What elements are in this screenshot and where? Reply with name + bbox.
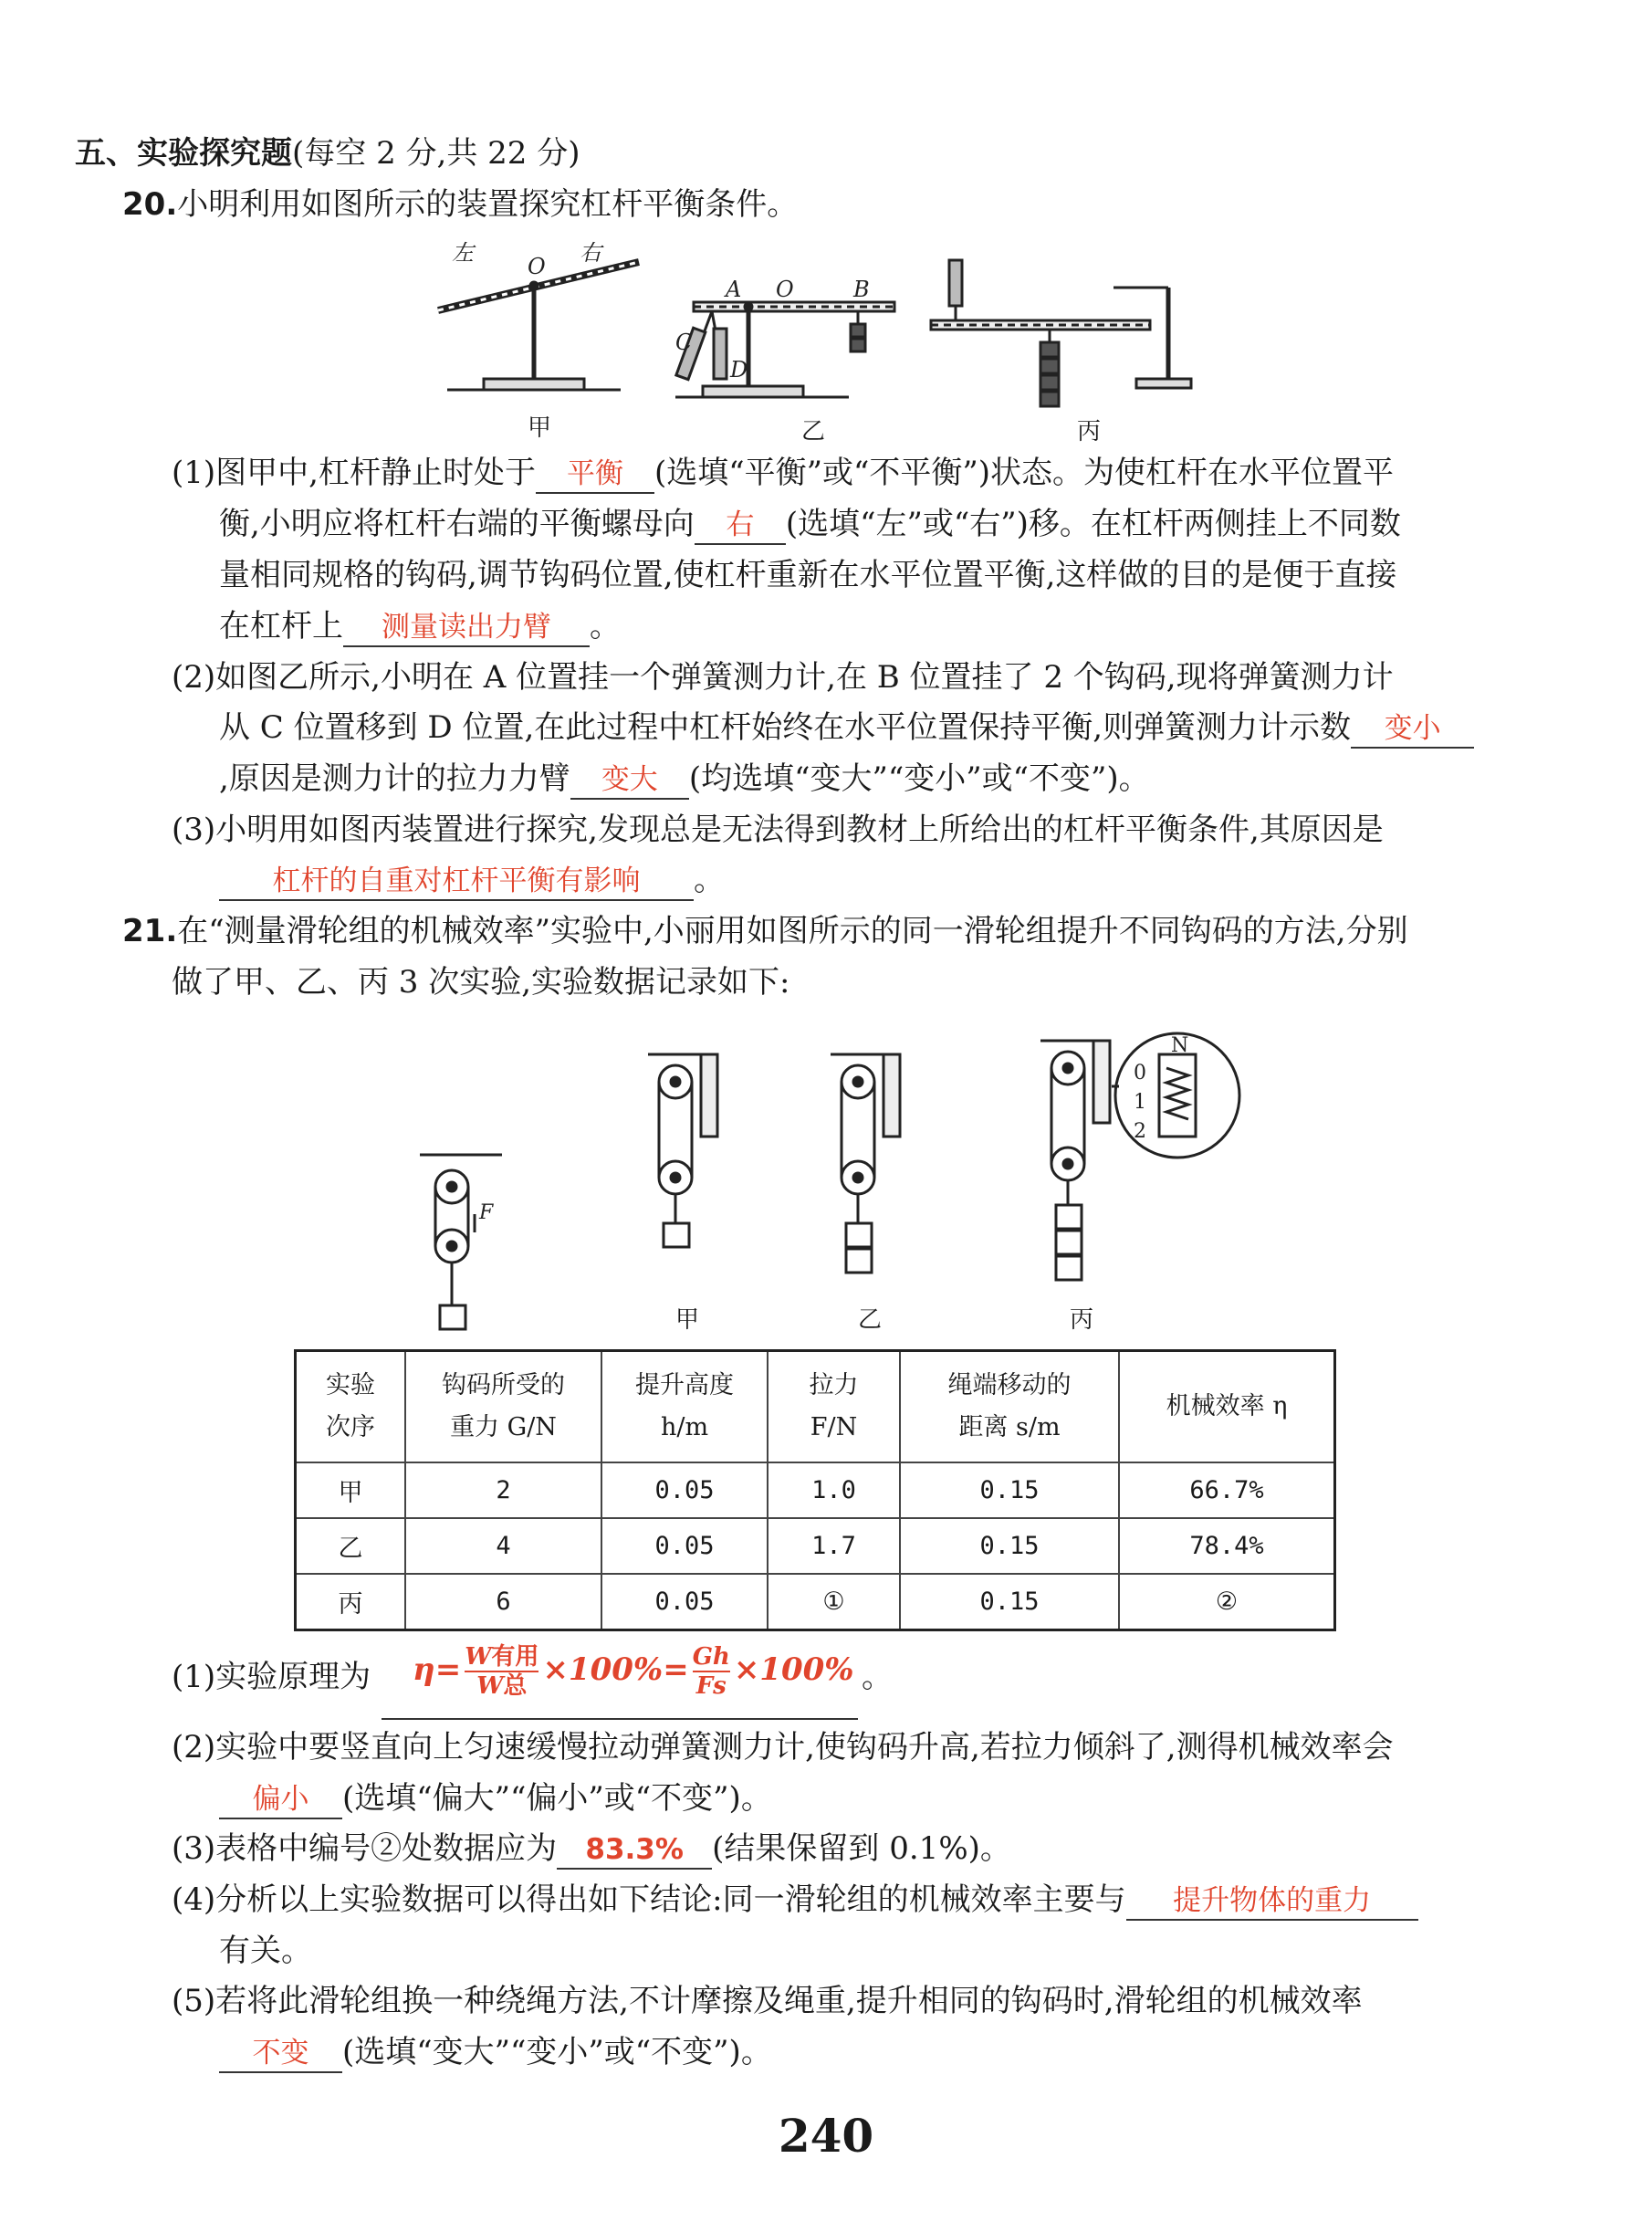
header-cell: 机械效率 η [1119, 1351, 1335, 1463]
q21-caption-jia: 甲 [675, 1306, 700, 1334]
section-heading: 五、实验探究题(每空 2 分,共 22 分) [75, 135, 580, 172]
q21-p3-line: (3)表格中编号②处数据应为 83.3% (结果保留到 0.1%)。 [172, 1829, 1011, 1870]
label-a: A [726, 277, 742, 302]
q20-answer-2: 右 [695, 507, 786, 545]
q20-p2-line3: ,原因是测力计的拉力力臂 变大 (均选填“变大”“变小”或“不变”)。 [219, 759, 1150, 800]
q21-p5-line2: 不变 (选填“变大”“变小”或“不变”)。 [219, 2032, 772, 2073]
pulley-figure-jia [648, 1054, 717, 1247]
q20-p3-line2: 杠杆的自重对杠杆平衡有影响 。 [219, 860, 725, 901]
header-cell: 钩码所受的 重力 G/N [405, 1351, 601, 1463]
label-o: O [528, 254, 546, 279]
q20-stem: 20.小明利用如图所示的装置探究杠杆平衡条件。 [122, 186, 799, 223]
header-cell: 拉力 F/N [768, 1351, 900, 1463]
q20-answer-5: 变大 [570, 761, 689, 800]
q20-p1-line2: 衡,小明应将杠杆右端的平衡螺母向 右 (选填“左”或“右”)移。在杠杆两侧挂上不同数 [219, 504, 1401, 545]
q21-answer-2: 偏小 [219, 1781, 342, 1819]
caption-jia: 甲 [528, 414, 552, 442]
label-left: 左 [452, 240, 474, 266]
table-row: 乙 4 0.05 1.7 0.15 78.4% [296, 1518, 1335, 1574]
q21-p2-line1: (2)实验中要竖直向上匀速缓慢拉动弹簧测力计,使钩码升高,若拉力倾斜了,测得机械效率会 [172, 1729, 1394, 1766]
q21-formula-underline [382, 1718, 858, 1720]
q20-p2-line1: (2)如图乙所示,小明在 A 位置挂一个弹簧测力计,在 B 位置挂了 2 个钩码,现将弹簧测力计 [172, 659, 1394, 696]
q20-answer-1: 平衡 [536, 456, 654, 494]
q21-caption-yi: 乙 [858, 1306, 883, 1334]
header-cell: 实验 次序 [296, 1351, 406, 1463]
label-scale-2: 2 [1134, 1120, 1146, 1143]
q21-p2-line2: 偏小 (选填“偏大”“偏小”或“不变”)。 [219, 1778, 772, 1819]
q20-p1-line1: (1)图甲中,杠杆静止时处于 平衡 (选填“平衡”或“不平衡”)状态。为使杠杆在水平位置平 [172, 453, 1394, 494]
pulley-figure-simple [420, 1155, 502, 1329]
pulley-figure-yi [831, 1054, 900, 1273]
q20-answer-4: 变小 [1351, 710, 1474, 749]
q21-p4-line1: (4)分析以上实验数据可以得出如下结论:同一滑轮组的机械效率主要与 提升物体的重力 [172, 1880, 1418, 1921]
q21-stem-line1: 21.在“测量滑轮组的机械效率”实验中,小丽用如图所示的同一滑轮组提升不同钩码的方法,分别 [122, 913, 1408, 949]
q21-p5-line1: (5)若将此滑轮组换一种绕绳方法,不计摩擦及绳重,提升相同的钩码时,滑轮组的机械效率 [172, 1983, 1363, 2019]
label-b: B [853, 277, 870, 302]
q20-p3-line1: (3)小明用如图丙装置进行探究,发现总是无法得到教材上所给出的杠杆平衡条件,其原因是 [172, 812, 1384, 848]
q21-p1-end: 。 [862, 1659, 893, 1695]
label-right: 右 [580, 240, 601, 266]
q20-p1-line4: 在杠杆上 测量读出力臂 。 [219, 606, 621, 647]
label-n: N [1171, 1034, 1189, 1057]
label-f: F [479, 1201, 494, 1224]
table-row: 甲 2 0.05 1.0 0.15 66.7% [296, 1462, 1335, 1518]
q21-answer-3: 83.3% [557, 1831, 712, 1870]
q21-p1-label: (1)实验原理为 [172, 1659, 371, 1695]
q21-caption-bing: 丙 [1070, 1306, 1094, 1334]
table-row: 丙 6 0.05 ① 0.15 ② [296, 1574, 1335, 1630]
lever-figure-bing [931, 260, 1191, 406]
page-number: 240 [778, 2109, 874, 2163]
q21-answer-4: 提升物体的重力 [1126, 1882, 1418, 1921]
label-d: D [730, 357, 748, 382]
q21-answer-5: 不变 [219, 2035, 342, 2073]
q20-p1-line3: 量相同规格的钩码,调节钩码位置,使杠杆重新在水平位置平衡,这样做的目的是便于直接 [219, 557, 1397, 593]
q21-pulley-figures [392, 1013, 1269, 1342]
table-header-row [296, 1351, 1335, 1463]
label-o2: O [776, 277, 794, 302]
header-cell: 提升高度 h/m [601, 1351, 768, 1463]
caption-yi: 乙 [801, 418, 826, 445]
q21-stem-line2: 做了甲、乙、丙 3 次实验,实验数据记录如下: [172, 964, 790, 1001]
q21-p4-line2: 有关。 [219, 1933, 312, 1969]
lever-figure-yi [675, 302, 894, 397]
label-c: C [675, 330, 693, 355]
q20-p2-line2: 从 C 位置移到 D 位置,在此过程中杠杆始终在水平位置保持平衡,则弹簧测力计示数 变小 [219, 707, 1474, 749]
experiment-data-table [294, 1349, 1336, 1631]
q21-formula: η= $\frac{\text{W有用}}{\text{W总}}$ ×100%= $\frac{Gh}{Fs}$ ×100% [413, 1643, 854, 1700]
label-scale-1: 1 [1134, 1091, 1146, 1114]
lever-figure-jia [438, 262, 639, 390]
header-cell: 绳端移动的 距离 s/m [900, 1351, 1119, 1463]
label-scale-0: 0 [1134, 1062, 1146, 1085]
q20-answer-3: 测量读出力臂 [343, 609, 590, 647]
caption-bing: 丙 [1077, 418, 1102, 445]
q20-answer-6: 杠杆的自重对杠杆平衡有影响 [219, 863, 694, 901]
